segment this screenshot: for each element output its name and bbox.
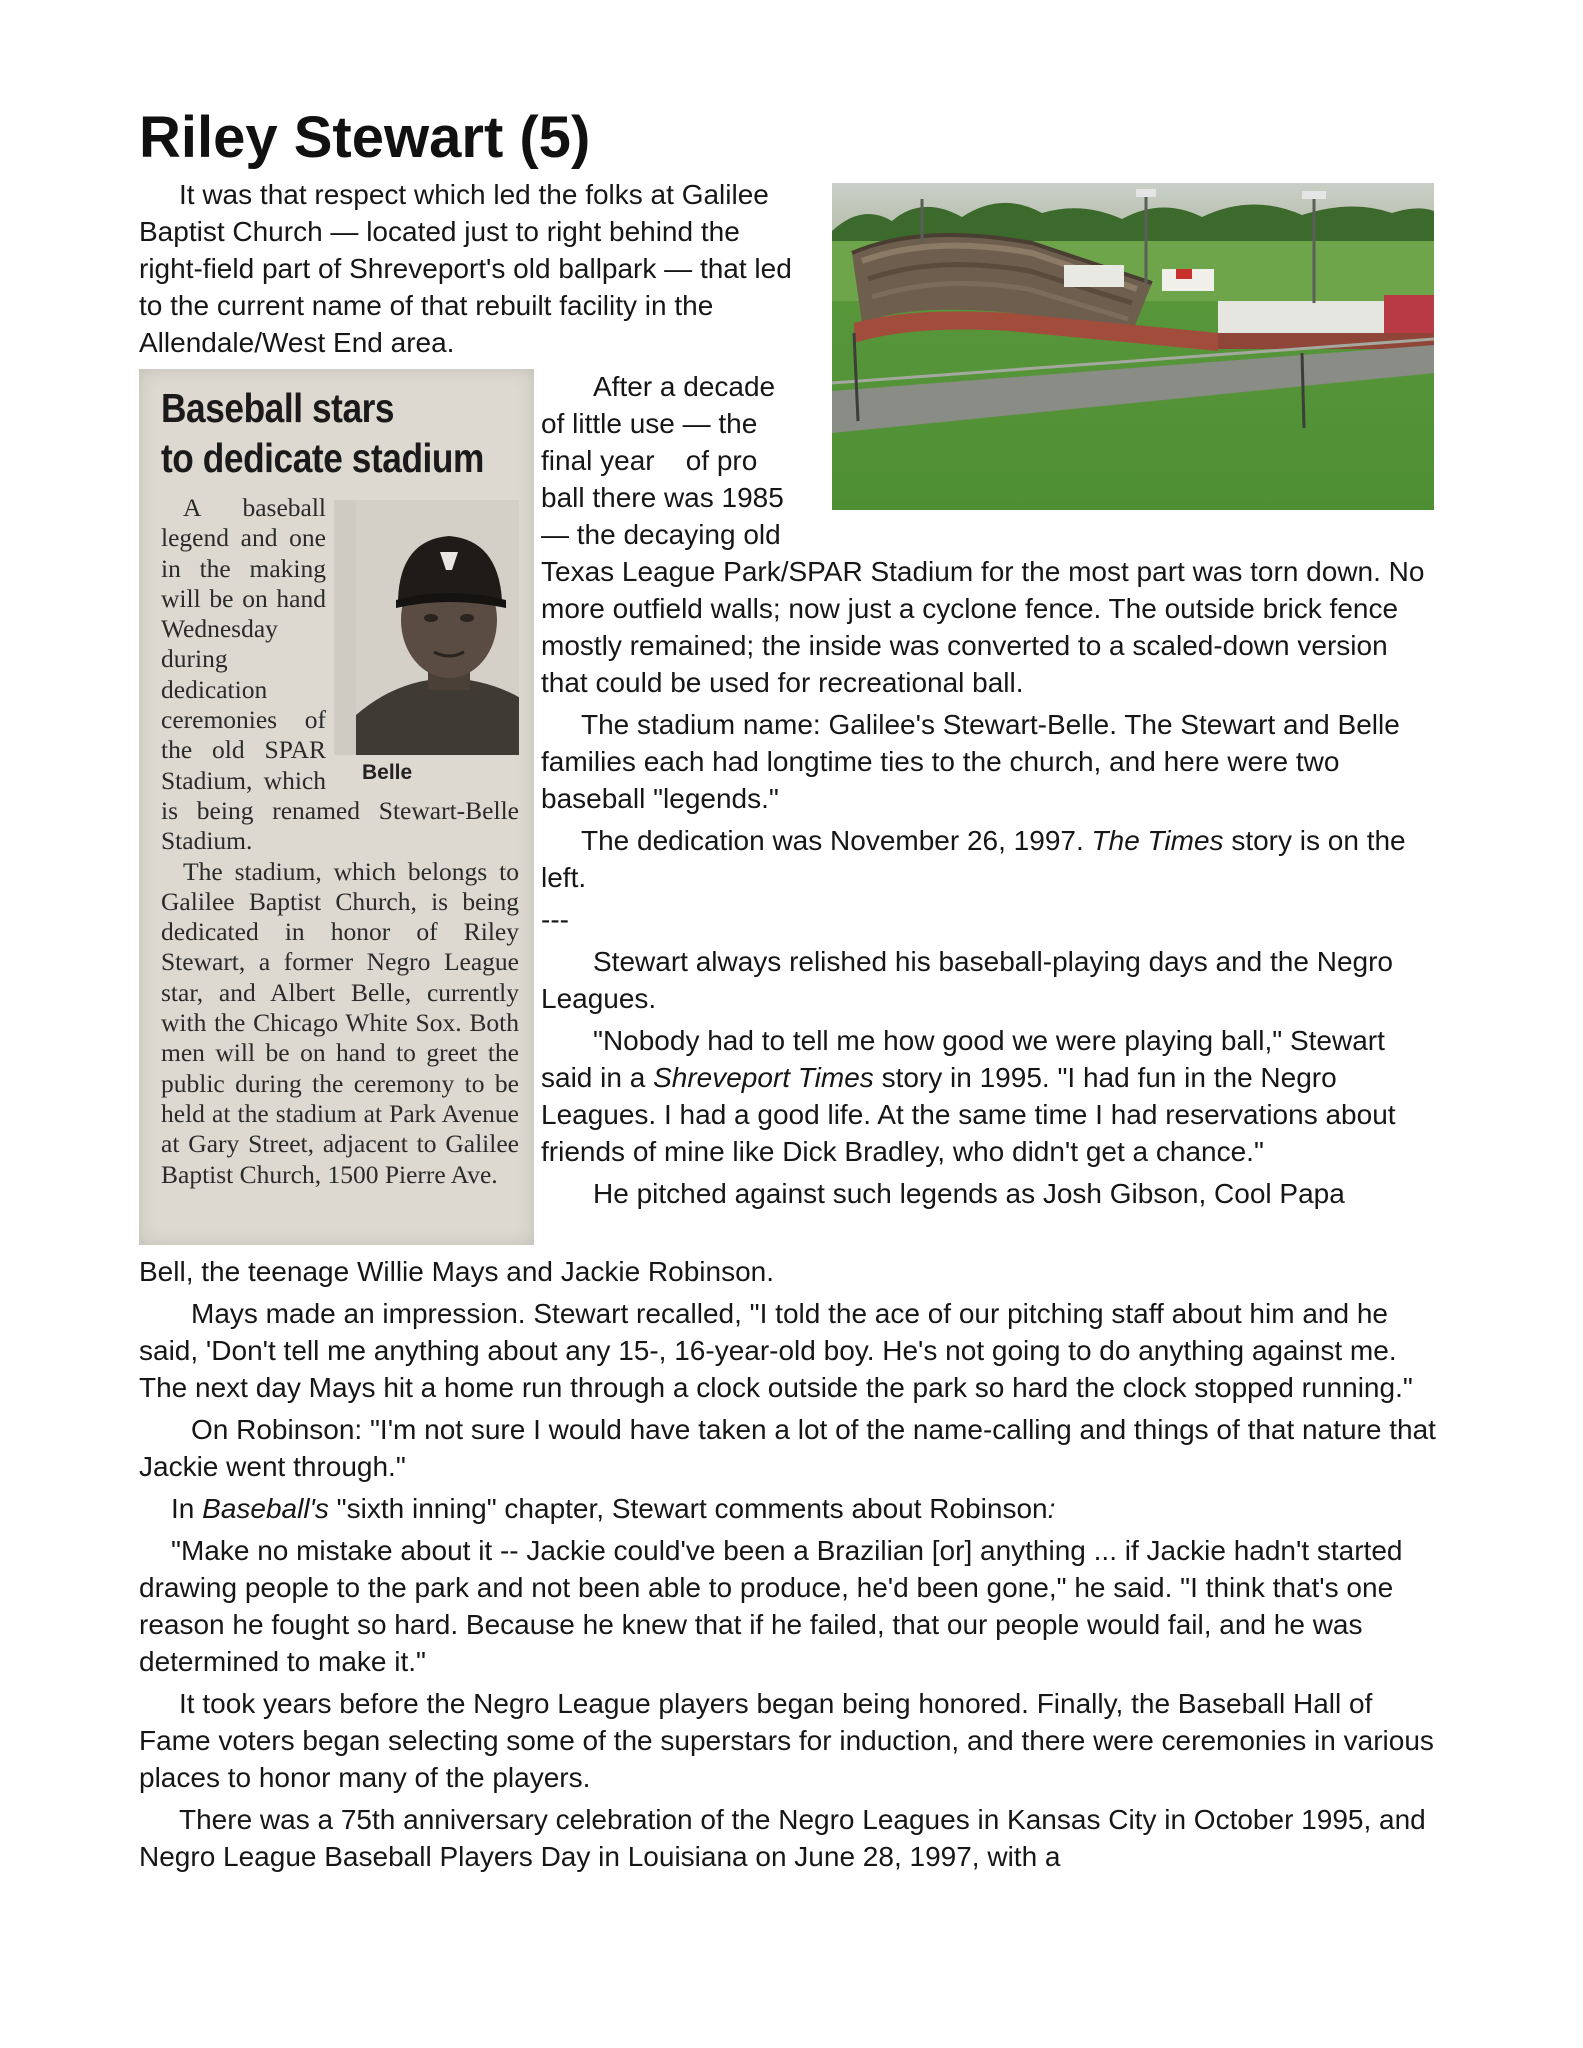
side-line-3: final year of pro — [541, 445, 758, 476]
lower-section — [139, 1253, 1449, 1875]
dedication-italic: The Times — [1091, 825, 1224, 856]
stadium-photo — [832, 183, 1434, 510]
paragraph-mays: Mays made an impression. Stewart recalled, "I told the ace of our pitching staff about him and he said, 'Don't tell me anything about any 15-, 16-year-old boy. He's not going to do anything against me. The next day Mays hit a home run through a clock outside the park so hard the clock stopped running." — [139, 1298, 1413, 1403]
paragraph-dedication — [541, 822, 1441, 896]
sixth-italic: Baseball's — [202, 1493, 329, 1524]
paragraph-relished: Stewart always relished his baseball-playing days and the Negro Leagues. — [541, 946, 1393, 1014]
belle-photo — [334, 500, 519, 755]
clipping-photo-box — [334, 500, 519, 791]
sixth-text: In — [171, 1493, 203, 1524]
page-title: Riley Stewart (5) — [139, 105, 591, 170]
quote-italic: Shreveport Times — [653, 1062, 874, 1093]
paragraph-pitched-first-line: He pitched against such legends as Josh Gibson, Cool Papa — [593, 1178, 1345, 1209]
side-line-2: of little use — the — [541, 408, 758, 439]
intro-block — [139, 176, 799, 361]
separator: --- — [541, 904, 569, 935]
dedication-text: The dedication was November 26, 1997. — [581, 825, 1092, 856]
paragraph-robinson: On Robinson: "I'm not sure I would have taken a lot of the name-calling and things of that nature that Jackie went through." — [139, 1414, 1436, 1482]
narrow-column — [541, 368, 831, 553]
paragraph-stadium-name: The stadium name: Galilee's Stewart-Belle. The Stewart and Belle families each had longtime ties to the church, and here were two baseball "legends." — [541, 709, 1400, 814]
clipping-paragraph-2: The stadium, which belongs to Galilee Baptist Church, is being dedicated in honor of Riley Stewart, a former Negro League star, and Albert Belle, currently with the Chicago White Sox. Both men will be on hand to greet the public during the ceremony to be held at the stadium at Park Avenue at Gary Street, adjacent to Galilee Baptist Church, 1500 Pierre Ave. — [161, 856, 519, 1189]
paragraph-75th: There was a 75th anniversary celebration of the Negro Leagues in Kansas City in October 1995, and Negro League Baseball Players Day in Louisiana on June 28, 1997, with a — [139, 1804, 1426, 1872]
newspaper-clipping — [139, 369, 534, 1245]
clipping-paragraph-1-text: A baseball legend and one in the making will be on hand Wednesday during dedication ceremonies of the old SPAR Stadium, which is being renamed Stewart-Belle Stadium. — [161, 493, 519, 856]
paragraph-pitched-rest: Bell, the teenage Willie Mays and Jackie Robinson. — [139, 1256, 775, 1287]
clipping-headline-line-2: to dedicate stadium — [161, 435, 484, 481]
dedication-text-end: story is on the left. — [541, 825, 1406, 893]
side-line-4: ball there was 1985 — [541, 482, 784, 513]
paragraph-decade-rest: Texas League Park/SPAR Stadium for the most part was torn down. No more outfield walls; now just a cyclone fence. The outside brick fence mostly remained; the inside was converted to a scaled-down version that could be used for recreational ball. — [541, 556, 1425, 698]
side-line-5: — the decaying old — [541, 519, 781, 550]
right-column — [541, 553, 1441, 1212]
quote-text-end: story in 1995. "I had fun in the Negro Leagues. I had a good life. At the same time I had reservations about friends of mine like Dick Bradley, who didn't get a chance." — [541, 1062, 1396, 1167]
sixth-text-end: "sixth inning" chapter, Stewart comments about Robinson — [328, 1493, 1048, 1524]
clipping-headline — [161, 383, 484, 483]
quote-text: "Nobody had to tell me how good we were playing ball," Stewart said in a — [541, 1025, 1385, 1093]
intro-paragraph: It was that respect which led the folks at Galilee Baptist Church — located just to right behind the right-field part of Shreveport's old ballpark — that led to the current name of that rebuilt facility in the Allendale/West End area. — [139, 179, 792, 358]
stadium-photo-image — [832, 183, 1434, 510]
paragraph-make-no-mistake: "Make no mistake about it -- Jackie could've been a Brazilian [or] anything ... if Jackie hadn't started drawing people to the park and not been able to produce, he'd been gone," he said. "I think that's one reason he fought so hard. Because he knew that if he failed, that our people would fail, and he was determined to make it." — [139, 1535, 1403, 1677]
clipping-paragraph-1 — [161, 493, 519, 857]
paragraph-quote — [541, 1022, 1441, 1170]
side-line-1: After a decade — [593, 371, 776, 402]
clipping-headline-line-1: Baseball stars — [161, 385, 395, 431]
paragraph-sixth-inning — [139, 1490, 1449, 1527]
paragraph-years: It took years before the Negro League players began being honored. Finally, the Baseball Hall of Fame voters began selecting some of the superstars for induction, and there were ceremonies in various places to honor many of the players. — [139, 1688, 1434, 1793]
belle-photo-caption: Belle — [362, 761, 413, 784]
clipping-body — [161, 493, 519, 1190]
sixth-colon: : — [1047, 1493, 1056, 1524]
belle-photo-image — [356, 500, 519, 755]
